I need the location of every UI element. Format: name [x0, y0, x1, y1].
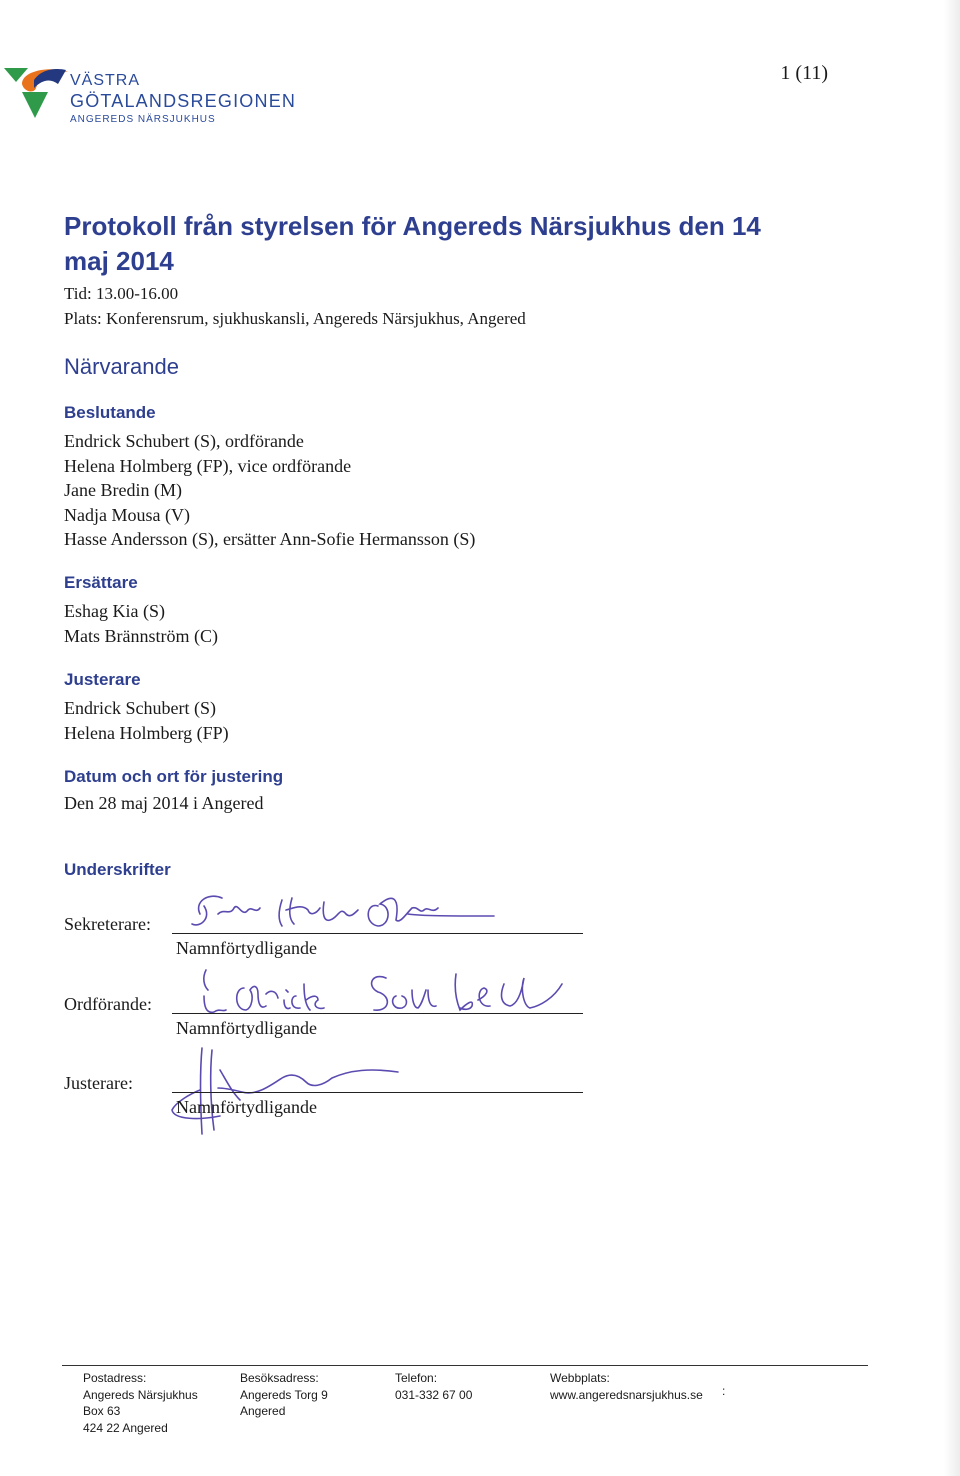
- footer-postal-address: [83, 1370, 198, 1436]
- list-item: Nadja Mousa (V): [64, 504, 190, 525]
- meeting-place: Plats: Konferensrum, sjukhuskansli, Angereds Närsjukhus, Angered: [64, 309, 526, 328]
- footer-visiting-address: [240, 1370, 328, 1420]
- list-item: Eshag Kia (S): [64, 601, 165, 621]
- substitutes-heading: Ersättare: [64, 573, 138, 592]
- footer-value: Angered: [240, 1404, 286, 1418]
- present-heading: Närvarande: [64, 354, 179, 379]
- list-item: Endrick Schubert (S): [64, 698, 216, 718]
- footer-value: Box 63: [83, 1404, 121, 1418]
- substitutes-list: [64, 599, 218, 648]
- footer-phone: [395, 1370, 472, 1403]
- secretary-label: Sekreterare:: [64, 914, 151, 934]
- adjuster-label: Justerare:: [64, 1073, 133, 1093]
- footer-label: Postadress:: [83, 1371, 147, 1385]
- adjustment-date: Den 28 maj 2014 i Angered: [64, 793, 264, 813]
- footer-value: 031-332 67 00: [395, 1387, 473, 1402]
- secretary-signature-line: [172, 933, 583, 934]
- footer-label: Besöksadress:: [240, 1371, 319, 1385]
- footer-website-link[interactable]: www.angeredsnarsjukhus.se: [550, 1387, 703, 1402]
- chair-name-clarification: Namnförtydligande: [176, 1018, 317, 1038]
- adjustment-heading: Datum och ort för justering: [64, 767, 284, 786]
- adjuster-signature: [160, 1030, 560, 1140]
- list-item: Helena Holmberg (FP): [64, 722, 229, 743]
- scan-edge-shadow: [944, 0, 960, 1476]
- adjusters-list: [64, 696, 229, 745]
- adjuster-signature-line: [172, 1092, 583, 1093]
- footer-value: 424 22 Angered: [83, 1420, 168, 1435]
- logo-wordmark: [70, 73, 296, 125]
- adjusters-heading: Justerare: [64, 670, 141, 689]
- chair-label: Ordförande:: [64, 994, 152, 1014]
- page-number: 1 (11): [780, 62, 828, 84]
- secretary-name-clarification: Namnförtydligande: [176, 938, 317, 958]
- footer-value: Angereds Torg 9: [240, 1387, 328, 1402]
- signatures-heading: Underskrifter: [64, 860, 171, 879]
- footer-divider: [62, 1365, 868, 1366]
- footer-trailing-mark: :: [722, 1384, 726, 1398]
- footer-label: Telefon:: [395, 1371, 438, 1385]
- document-title: Protokoll från styrelsen för Angereds Närsjukhus den 14 maj 2014: [64, 211, 761, 276]
- list-item: Helena Holmberg (FP), vice ordförande: [64, 455, 352, 476]
- logo-line-2: GÖTALANDSREGIONEN: [70, 91, 297, 111]
- list-item: Hasse Andersson (S), ersätter Ann-Sofie Hermansson (S): [64, 529, 476, 549]
- logo-line-1: VÄSTRA: [70, 72, 141, 89]
- list-item: Endrick Schubert (S), ordförande: [64, 431, 304, 451]
- decision-makers-heading: Beslutande: [64, 403, 156, 422]
- decision-makers-list: [64, 429, 475, 552]
- footer-label: Webbplats:: [550, 1371, 610, 1385]
- chair-signature-line: [172, 1013, 583, 1014]
- logo-line-3: ANGEREDS NÄRSJUKHUS: [70, 114, 216, 125]
- region-logo-icon: [0, 62, 72, 132]
- adjuster-name-clarification: Namnförtydligande: [176, 1097, 317, 1117]
- list-item: Mats Brännström (C): [64, 625, 218, 646]
- footer-value: Angereds Närsjukhus: [83, 1387, 198, 1402]
- meeting-time: Tid: 13.00-16.00: [64, 284, 179, 303]
- secretary-signature: [160, 884, 560, 944]
- list-item: Jane Bredin (M): [64, 480, 182, 500]
- footer-website: [550, 1370, 703, 1403]
